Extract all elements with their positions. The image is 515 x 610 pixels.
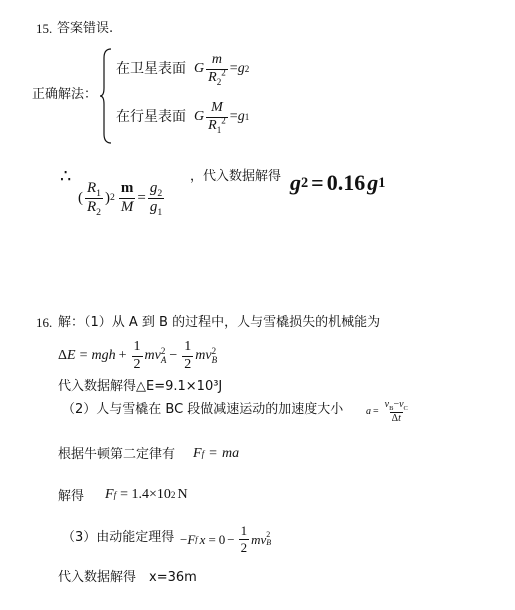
correct-method-label: 正确解法：	[32, 87, 98, 102]
solve-text: 解得	[58, 489, 85, 504]
step-3-text: （3）由动能定理得	[62, 530, 175, 545]
energy-loss-equation: Δ E = mgh + $\frac{1}{2}$ mv 2 A − $\frac{1}{2}$ mv 2 B	[58, 338, 218, 372]
problem-15-verdict: 答案错误.	[57, 21, 114, 36]
force-value: = 1.4×10	[120, 487, 171, 502]
work-energy-equation: − F f x = 0 − $\frac{1}{2}$ mv 2 B	[180, 522, 272, 555]
newton-equation: F f = ma	[193, 446, 240, 461]
planet-surface-text: 在行星表面	[116, 109, 186, 125]
newton-law-text: 根据牛顿第二定律有	[58, 447, 176, 462]
ratio-equation: ( $\frac{R_1}{R_2}$ ) 2 $\frac{m}{M}$ = $\frac{g_2}{g_1}$	[78, 179, 163, 218]
final-result: 代入数据解得 x=36m	[58, 570, 197, 585]
step-2-text: （2）人与雪橇在 BC 段做减速运动的加速度大小	[62, 402, 344, 417]
satellite-surface-equation: 在卫星表面 G $\frac{m}{R_2^2}$ = g 2	[116, 51, 250, 87]
result-value: 0.16	[326, 170, 366, 195]
satellite-surface-text: 在卫星表面	[116, 61, 186, 77]
problem-15-number: 15.	[36, 21, 53, 36]
force-equation: F f = 1.4×10 2 N	[105, 487, 188, 502]
force-unit: N	[177, 487, 188, 502]
therefore-symbol: ∴	[60, 166, 72, 187]
left-brace	[99, 48, 113, 144]
substitute-text-15: ，代入数据解得	[190, 169, 282, 184]
acceleration-equation: a = $\frac{v_B-v_C}{\Delta t}$	[366, 399, 408, 424]
planet-surface-equation: 在行星表面 G $\frac{M}{R_1^2}$ = g 1	[116, 99, 250, 135]
step-1-text: 解：（1）从 A 到 B 的过程中，人与雪橇损失的机械能为	[58, 315, 381, 330]
result-equation-15: g 2 = 0.16 g 1	[290, 170, 386, 195]
problem-16-number: 16.	[36, 315, 53, 330]
step-1-result: 代入数据解得△E=9.1×10³J	[58, 379, 223, 394]
